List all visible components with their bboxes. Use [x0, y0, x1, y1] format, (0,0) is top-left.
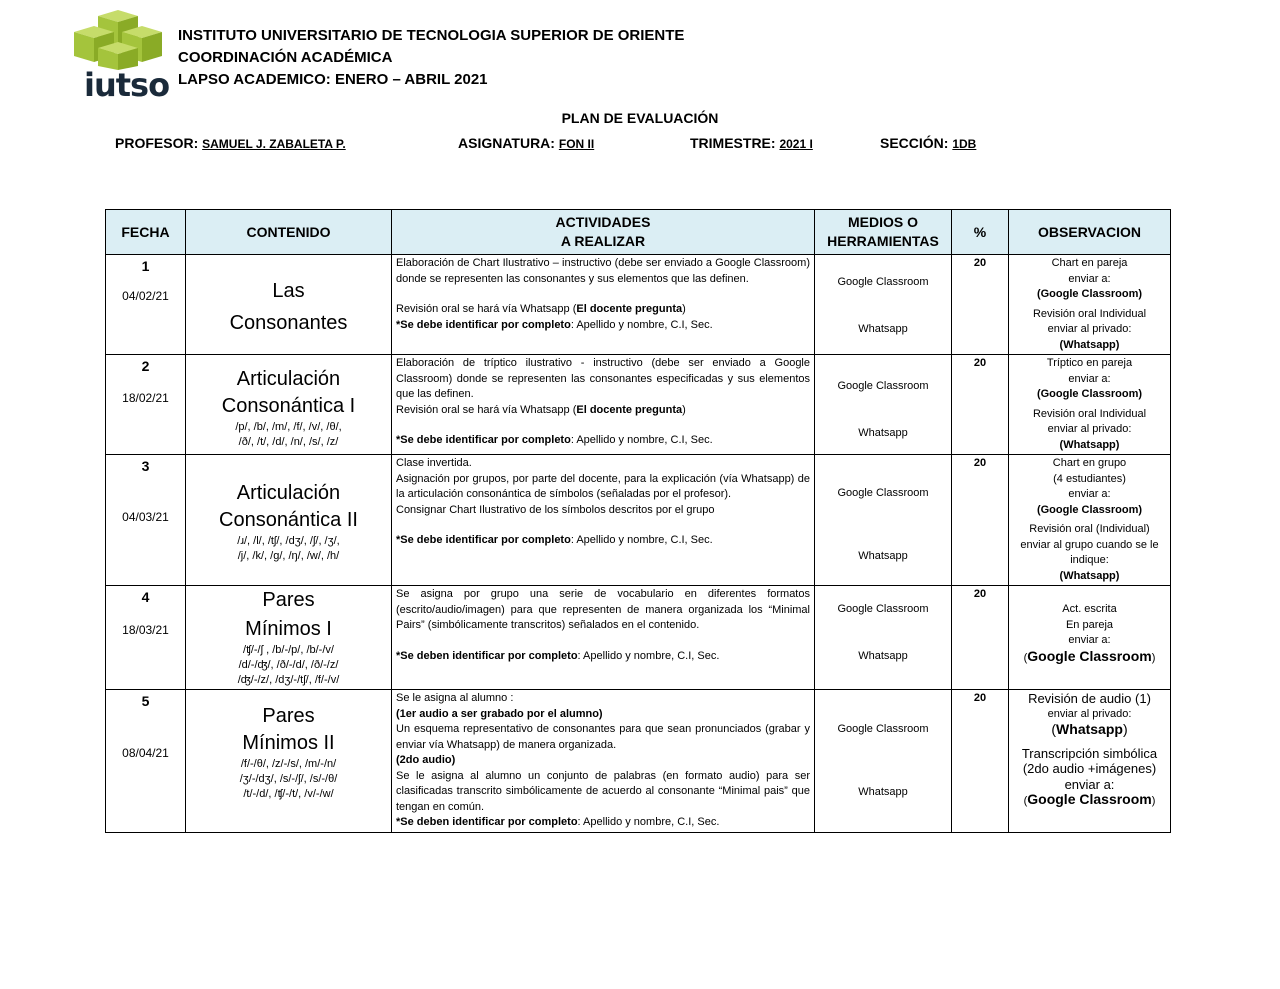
trimestre-value: 2021 I — [779, 137, 813, 151]
profesor-value: SAMUEL J. ZABALETA P. — [202, 137, 346, 151]
activity-text: Se le asigna al alumno un conjunto de palabras (en formato audio) para ser clasificadas transcrito simbólicamente de acuerdo al consonante “Minimal pais” que tengan en común. — [396, 769, 810, 813]
activity-text: Un esquema representativo de consonantes para que sean pronunciados (grabar y enviar vía Whatsapp) de manera organizada. — [396, 723, 810, 751]
content-title-line2: Consonántica I — [221, 395, 356, 417]
header-observacion: OBSERVACION — [1009, 210, 1171, 255]
contenido-cell — [186, 255, 392, 355]
actividades-cell — [392, 255, 815, 355]
medio-google-classroom: Google Classroom — [837, 603, 929, 615]
trimestre-label: TRIMESTRE: — [690, 135, 776, 151]
medio-whatsapp: Whatsapp — [858, 549, 908, 562]
obs-line: enviar a: — [1068, 634, 1111, 646]
row-date: 18/03/21 — [122, 622, 169, 637]
fecha-cell — [106, 255, 186, 355]
row-date: 08/04/21 — [122, 745, 169, 760]
header-percent: % — [952, 210, 1009, 255]
activity-text: Consignar Chart Ilustrativo de los símbolos descritos por el grupo — [396, 503, 715, 516]
obs-line: Chart en grupo — [1052, 457, 1127, 469]
symbols-line: /p/, /b/, /m/, /f/, /v/, /θ/, — [235, 421, 342, 433]
asignatura-value: FON II — [558, 137, 595, 151]
identify-bold: *Se deben identificar por completo — [396, 816, 578, 828]
obs-line-large: (Google Classroom) — [1023, 647, 1156, 664]
obs-line: enviar al privado: — [1047, 423, 1132, 435]
identify-bold: *Se debe identificar por completo — [396, 318, 571, 331]
identify-bold: *Se debe identificar por completo — [396, 434, 571, 446]
row-date: 04/02/21 — [122, 288, 169, 303]
obs-line: enviar a: — [1068, 272, 1111, 285]
obs-line: Revisión oral Individual — [1032, 407, 1147, 420]
activity-text: Se asigna por grupo una serie de vocabulario en diferentes formatos (escrito/audio/imagen) para que representen de manera organizada los “Minimal Pairs” (simbólicamente transcritos) señalados en el contenido. — [396, 588, 810, 631]
row-number: 3 — [141, 458, 150, 474]
content-title-line1: Articulación — [236, 482, 341, 504]
header-actividades — [392, 210, 815, 255]
activity-text-bold: (1er audio a ser grabado por el alumno) — [396, 707, 603, 720]
medio-whatsapp: Whatsapp — [858, 322, 908, 335]
identify-bold: *Se debe identificar por completo — [396, 534, 571, 546]
obs-line-bold: (Whatsapp) — [1059, 438, 1120, 451]
observacion-cell — [1009, 455, 1171, 586]
row-date: 04/03/21 — [122, 509, 169, 524]
header-fecha: FECHA — [106, 210, 186, 255]
medios-cell — [815, 255, 952, 355]
contenido-cell — [186, 455, 392, 586]
medios-cell — [815, 690, 952, 833]
medios-cell — [815, 355, 952, 455]
content-title-line2: Mínimos I — [245, 618, 332, 640]
obs-line: enviar a: — [1068, 372, 1111, 385]
institution-name: INSTITUTO UNIVERSITARIO DE TECNOLOGIA SUPERIOR DE ORIENTE — [178, 27, 685, 44]
activity-identify — [396, 433, 810, 449]
medios-cell — [815, 455, 952, 586]
activity-identify — [396, 815, 810, 831]
obs-google-classroom: Google Classroom — [1027, 791, 1152, 807]
obs-line-bold: (Google Classroom) — [1036, 288, 1143, 300]
symbols-line: /j/, /k/, /g/, /ŋ/, /w/, /h/ — [237, 550, 340, 562]
actividades-cell — [392, 455, 815, 586]
activity-identify — [396, 649, 810, 665]
identify-text: : Apellido y nombre, C.I, Sec. — [570, 318, 713, 331]
activity-oral-review — [396, 302, 810, 318]
contenido-cell — [186, 586, 392, 690]
identify-bold: *Se deben identificar por completo — [396, 649, 578, 662]
fecha-cell — [106, 355, 186, 455]
actividades-cell — [392, 586, 815, 690]
medio-google-classroom: Google Classroom — [837, 380, 929, 392]
table-row — [106, 455, 1171, 586]
fecha-cell — [106, 586, 186, 690]
fecha-cell — [106, 455, 186, 586]
medios-cell — [815, 586, 952, 690]
obs-line: Transcripción simbólica — [1021, 745, 1158, 761]
evaluation-plan-table — [105, 209, 1171, 833]
obs-line: enviar al privado: — [1047, 707, 1132, 720]
academic-period: LAPSO ACADEMICO: ENERO – ABRIL 2021 — [178, 71, 488, 88]
content-title-line2: Mínimos II — [242, 732, 335, 754]
header-medios-line1: MEDIOS O — [847, 214, 918, 230]
oral-review-bold: El docente pregunta — [576, 303, 683, 315]
symbols-line: /d/-/ʤ/, /ð/-/d/, /ð/-/z/ — [238, 659, 339, 671]
document-title: PLAN DE EVALUACIÓN — [561, 110, 719, 126]
percent-cell: 20 — [952, 255, 1009, 355]
percent-cell: 20 — [952, 690, 1009, 833]
header-contenido: CONTENIDO — [186, 210, 392, 255]
percent-cell: 20 — [952, 355, 1009, 455]
table-row — [106, 690, 1171, 833]
oral-review-close: ) — [682, 303, 686, 315]
activity-identify — [396, 533, 810, 549]
identify-text: : Apellido y nombre, C.I, Sec. — [570, 434, 713, 446]
symbols-line: /ʤ/-/z/, /dʒ/-/tʃ/, /f/-/v/ — [237, 674, 340, 686]
table-row — [106, 355, 1171, 455]
trimestre-field — [690, 135, 813, 151]
obs-line: Revisión oral Individual — [1032, 307, 1147, 320]
seccion-value: 1DB — [952, 137, 977, 151]
logo-text: iutso — [84, 66, 170, 104]
activity-oral-review — [396, 403, 810, 419]
identify-text: : Apellido y nombre, C.I, Sec. — [577, 649, 720, 662]
seccion-field — [880, 135, 976, 151]
asignatura-label: ASIGNATURA: — [458, 135, 555, 151]
activity-text: Elaboración de Chart Ilustrativo – instructivo (debe ser enviado a Google Classroom) donde se representen las consonantes y sus elementos que las definen. — [396, 257, 810, 285]
medio-whatsapp: Whatsapp — [858, 426, 908, 439]
obs-line: Tríptico en pareja — [1046, 357, 1133, 369]
obs-line: En pareja — [1065, 618, 1114, 631]
seccion-label: SECCIÓN: — [880, 135, 949, 151]
medio-whatsapp: Whatsapp — [858, 785, 908, 798]
symbols-line: /f/-/θ/, /z/-/s/, /m/-/n/ — [240, 758, 337, 770]
content-title-line2: Consonántica II — [219, 509, 358, 531]
observacion-cell — [1009, 690, 1171, 833]
obs-line-bold: (Google Classroom) — [1036, 503, 1143, 516]
obs-line: Act. escrita — [1062, 603, 1117, 615]
table-row — [106, 255, 1171, 355]
header-medios — [815, 210, 952, 255]
coordination-name: COORDINACIÓN ACADÉMICA — [178, 49, 393, 66]
row-number: 4 — [141, 589, 150, 605]
row-number: 5 — [141, 693, 150, 709]
symbols-line: /t/-/d/, /ʧ/-/t/, /v/-/w/ — [243, 788, 334, 800]
actividades-cell — [392, 690, 815, 833]
header-actividades-line2: A REALIZAR — [560, 233, 646, 249]
contenido-cell — [186, 355, 392, 455]
table-row — [106, 586, 1171, 690]
fecha-cell — [106, 690, 186, 833]
content-title-line1: Las — [272, 280, 305, 302]
profesor-field — [115, 135, 346, 151]
content-title-line2: Consonantes — [229, 312, 348, 334]
activity-text: Asignación por grupos, por parte del docente, para la explicación (vía Whatsapp) de la articulación consonántica de símbolos (señaladas por el profesor). — [396, 472, 810, 500]
row-date: 18/02/21 — [122, 390, 169, 405]
oral-review-text: Revisión oral se hará vía Whatsapp ( — [396, 303, 577, 315]
actividades-cell — [392, 355, 815, 455]
identify-text: : Apellido y nombre, C.I, Sec. — [577, 816, 720, 828]
obs-line: enviar a: — [1068, 488, 1111, 500]
obs-line: Revisión oral (Individual) — [1029, 523, 1150, 535]
content-title-line1: Pares — [262, 589, 315, 611]
obs-line-bold: (Whatsapp) — [1059, 338, 1120, 351]
symbols-line: /ʒ/-/dʒ/, /s/-/ʃ/, /s/-/θ/ — [239, 773, 338, 785]
medio-google-classroom: Google Classroom — [837, 276, 929, 288]
activity-text: Se le asigna al alumno : — [396, 692, 514, 704]
medio-google-classroom: Google Classroom — [837, 723, 929, 735]
activity-text-bold: (2do audio) — [396, 754, 456, 766]
obs-line-large: (Whatsapp) — [1051, 721, 1128, 737]
row-number: 2 — [141, 358, 150, 374]
symbols-line: /ɹ/, /l/, /tʃ/, /dʒ/, /ʃ/, /ʒ/, — [237, 535, 340, 547]
asignatura-field — [458, 135, 594, 151]
table-header-row — [106, 210, 1171, 255]
obs-whatsapp: Whatsapp — [1056, 721, 1123, 737]
content-title-line1: Articulación — [236, 368, 341, 390]
identify-text: : Apellido y nombre, C.I, Sec. — [570, 534, 713, 546]
row-number: 1 — [141, 258, 150, 274]
institution-logo — [70, 10, 170, 105]
observacion-cell — [1009, 586, 1171, 690]
percent-cell: 20 — [952, 455, 1009, 586]
symbols-line: /ʧ/-/ʃ , /b/-/p/, /b/-/v/ — [243, 644, 334, 656]
obs-line-large: (Google Classroom) — [1023, 791, 1156, 807]
header-medios-line2: HERRAMIENTAS — [827, 233, 939, 249]
obs-line: Chart en pareja — [1051, 257, 1128, 269]
observacion-cell — [1009, 255, 1171, 355]
obs-line-bold: (Whatsapp) — [1059, 569, 1120, 582]
oral-review-bold: El docente pregunta — [576, 403, 683, 416]
obs-line: enviar al grupo cuando se le indique: — [1020, 538, 1159, 566]
obs-google-classroom: Google Classroom — [1027, 647, 1152, 664]
activity-text: Elaboración de tríptico ilustrativo - instructivo (debe ser enviado a Google Classroom) donde se representen las consonantes especificadas y sus elementos que las definen. — [396, 357, 810, 400]
activity-text: Clase invertida. — [396, 457, 472, 469]
institution-header — [178, 25, 684, 91]
contenido-cell — [186, 690, 392, 833]
obs-line: enviar a: — [1064, 776, 1115, 792]
activity-identify — [396, 318, 810, 334]
header-actividades-line1: ACTIVIDADES — [555, 214, 651, 230]
oral-review-text: Revisión oral se hará vía Whatsapp ( — [396, 403, 577, 416]
oral-review-close: ) — [682, 403, 686, 416]
content-title-line1: Pares — [262, 705, 315, 727]
obs-line: (4 estudiantes) — [1053, 472, 1126, 485]
medio-google-classroom: Google Classroom — [837, 487, 929, 499]
obs-line: enviar al privado: — [1047, 323, 1132, 335]
medio-whatsapp: Whatsapp — [858, 649, 908, 662]
symbols-line: /ð/, /t/, /d/, /n/, /s/, /z/ — [238, 436, 339, 448]
profesor-label: PROFESOR: — [115, 135, 199, 151]
percent-cell: 20 — [952, 586, 1009, 690]
obs-line: (2do audio +imágenes) — [1022, 761, 1157, 776]
obs-line: Revisión de audio (1) — [1028, 691, 1151, 706]
obs-line-bold: (Google Classroom) — [1036, 388, 1143, 400]
observacion-cell — [1009, 355, 1171, 455]
